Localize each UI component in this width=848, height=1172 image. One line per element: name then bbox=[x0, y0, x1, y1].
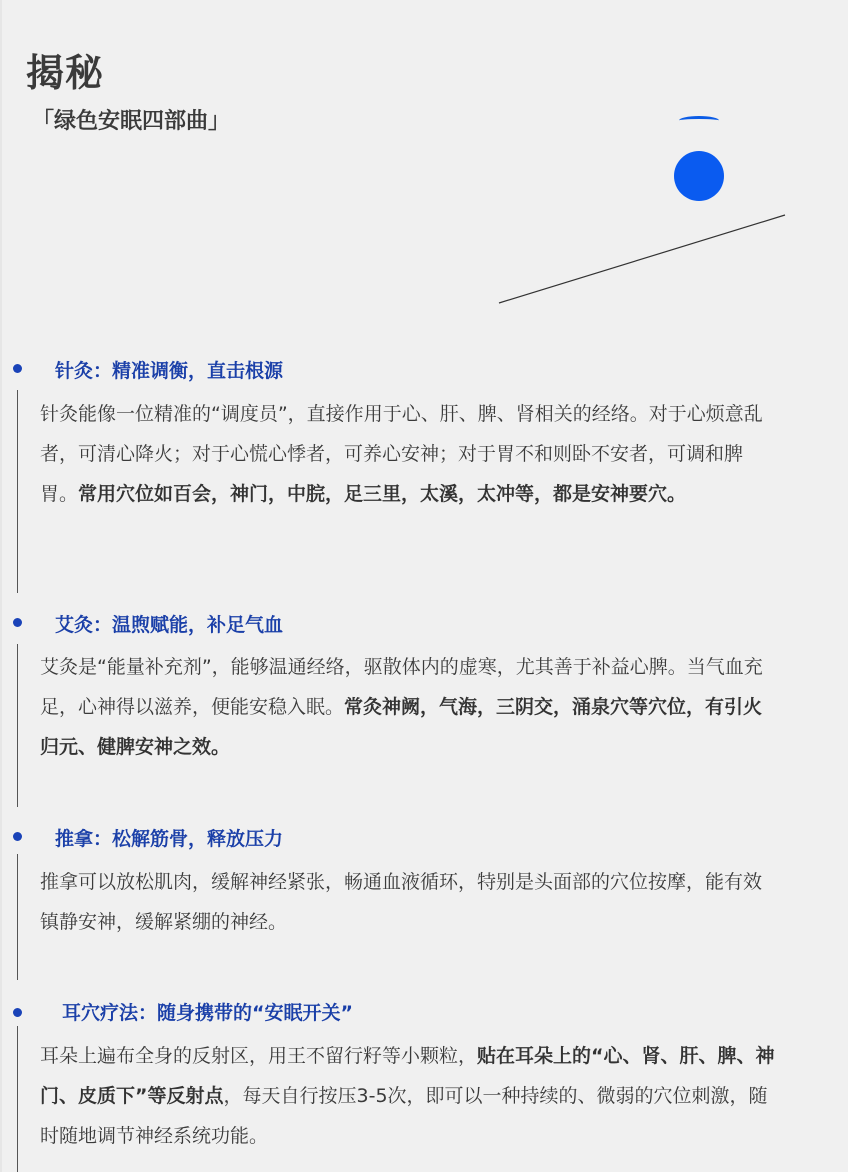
decorative-diagonal-line bbox=[497, 212, 797, 307]
body-text: 针灸能像一位精准的“调度员”，直接作用于心、肝、脾、肾相关的经络。对于心烦意乱者，可清心降火；对于心慌心悸者，可养心安神；对于胃不和则卧不安者，可调和脾胃。 bbox=[40, 403, 763, 505]
decorative-arc bbox=[679, 116, 719, 125]
section-vertical-line bbox=[17, 1026, 18, 1172]
section-heading: 艾灸：温煦赋能，补足气血 bbox=[55, 614, 284, 636]
body-bold-text: 常灸神阙，气海，三阴交，涌泉穴等穴位，有引火归元、健脾安神之效。 bbox=[40, 696, 763, 758]
section-heading: 耳穴疗法：随身携带的“安眠开关” bbox=[62, 1002, 353, 1024]
section-body-text bbox=[40, 862, 780, 942]
page-title: 揭秘 bbox=[26, 51, 105, 95]
section-bullet-dot bbox=[13, 1008, 22, 1017]
body-text: ，每天自行按压3-5次，即可以一种持续的、微弱的穴位刺激，随时随地调节神经系统功能。 bbox=[40, 1085, 768, 1147]
body-text: 推拿可以放松肌肉，缓解神经紧张，畅通血液循环，特别是头面部的穴位按摩，能有效镇静安神，缓解紧绷的神经。 bbox=[40, 871, 763, 933]
body-text: 耳朵上遍布全身的反射区，用王不留行籽等小颗粒， bbox=[40, 1045, 478, 1067]
section-heading: 推拿：松解筋骨，释放压力 bbox=[55, 828, 284, 850]
decorative-blue-circle bbox=[674, 151, 724, 201]
section-acupuncture bbox=[0, 350, 848, 595]
section-vertical-line bbox=[17, 390, 18, 593]
body-bold-text: 贴在耳朵上的“心、肾、肝、脾、神门、皮质下”等反射点 bbox=[40, 1045, 775, 1107]
section-body-text bbox=[40, 647, 780, 767]
section-massage bbox=[0, 818, 848, 983]
section-moxibustion bbox=[0, 604, 848, 809]
page-subtitle: 「绿色安眠四部曲」 bbox=[32, 109, 231, 134]
body-bold-text: 常用穴位如百会，神门，中脘，足三里，太溪，太冲等，都是安神要穴。 bbox=[78, 483, 687, 505]
section-body-text bbox=[40, 1036, 780, 1156]
section-auricular bbox=[0, 992, 848, 1172]
section-vertical-line bbox=[17, 854, 18, 980]
body-text: 艾灸是“能量补充剂”，能够温通经络，驱散体内的虚寒，尤其善于补益心脾。当气血充足，心神得以滋养，便能安稳入眠。 bbox=[40, 656, 763, 718]
section-bullet-dot bbox=[13, 364, 22, 373]
section-body-text bbox=[40, 394, 780, 514]
section-heading: 针灸：精准调衡，直击根源 bbox=[55, 360, 284, 382]
section-vertical-line bbox=[17, 644, 18, 807]
section-bullet-dot bbox=[13, 832, 22, 841]
section-bullet-dot bbox=[13, 618, 22, 627]
